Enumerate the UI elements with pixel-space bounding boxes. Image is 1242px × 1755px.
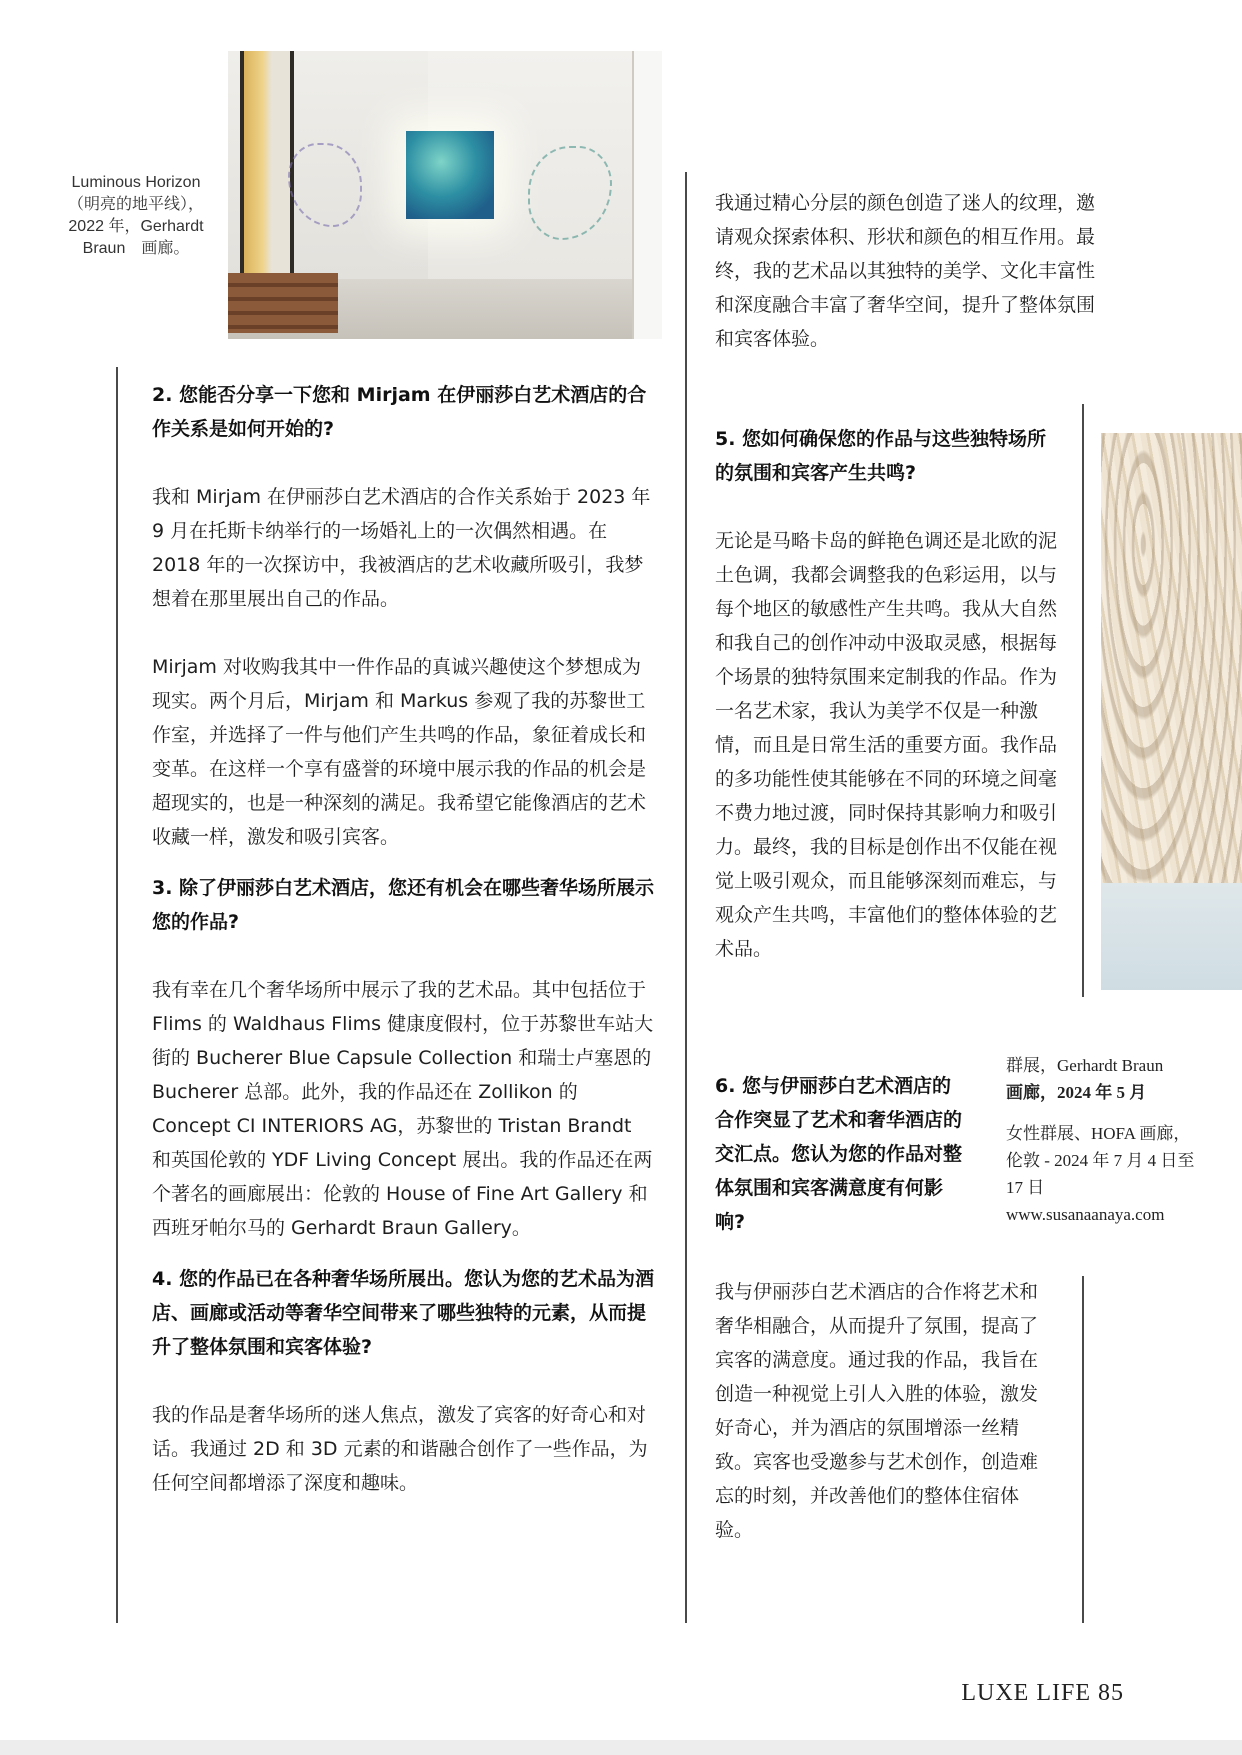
answer-3: 我有幸在几个奢华场所中展示了我的艺术品。其中包括位于 Flims 的 Waldhaus Flims 健康度假村，位于苏黎世车站大街的 Bucherer Blue Capsule Collection 和瑞士卢塞恩的 Bucherer 总部。此外，我的作品还在 Zollikon 的 Concept CI INTERIORS AG，苏黎世的 Tristan Brandt 和英国伦敦的 YDF Living Concept 展出。我的作品还在两个著名的画廊展出：伦敦的 House of Fine Art Gallery 和西班牙帕尔马的 Gerhardt Braun Gallery。 [152,979,654,1239]
column-rule-right-bottom [1082,1276,1084,1623]
left-column [152,378,656,1500]
page-number: 85 [1098,1680,1124,1706]
answer-4: 我的作品是奢华场所的迷人焦点，激发了宾客的好奇心和对话。我通过 2D 和 3D 元素的和谐融合创作了一些作品，为任何空间都增添了深度和趣味。 [152,1404,648,1494]
answer-2-paragraph-1: 我和 Mirjam 在伊丽莎白艺术酒店的合作关系始于 2023 年 9 月在托斯卡纳举行的一场婚礼上的一次偶然相遇。在 2018 年的一次探访中，我被酒店的艺术收藏所吸引，我梦想着在那里展出自己的作品。 [152,486,651,610]
textured-artwork-photo [1101,433,1242,990]
question-3: 3. 除了伊丽莎白艺术酒店，您还有机会在哪些奢华场所展示您的作品? [152,877,655,933]
gallery-photo [228,51,662,339]
answer-6-block [715,1275,1055,1547]
right-column-middle [715,422,1065,966]
photo-mirror-frame [240,51,294,293]
side-caption-line-2: 画廊，2024 年 5 月 [1006,1083,1147,1102]
photo-texture-floor [1101,883,1242,990]
answer-2-paragraph-2: Mirjam 对收购我其中一件作品的真诚兴趣使这个梦想成为现实。两个月后，Mirjam 和 Markus 参观了我的苏黎世工作室，并选择了一件与他们产生共鸣的作品，象征着成长和变革。在这样一个享有盛誉的环境中展示我的作品的机会是超现实的，也是一种深刻的满足。我希望它能像酒店的艺术收藏一样，激发和吸引宾客。 [152,656,647,848]
column-rule-right-top [1082,404,1084,997]
question-2: 2. 您能否分享一下您和 Mirjam 在伊丽莎白艺术酒店的合作关系是如何开始的? [152,384,647,440]
question-6-block [715,1069,965,1239]
side-caption-line-1: 群展，Gerhardt Braun [1006,1056,1164,1075]
photo-artwork-blue [406,131,494,219]
question-5: 5. 您如何确保您的作品与这些独特场所的氛围和宾客产生共鸣? [715,428,1047,484]
right-column-top [715,186,1095,356]
side-caption [1006,1052,1206,1228]
photo-pillar [632,51,662,339]
side-caption-line-4: www.susanaanaya.com [1006,1205,1165,1224]
photo-stairs [228,273,338,333]
bottom-bar [0,1740,1242,1755]
answer-5: 无论是马略卡岛的鲜艳色调还是北欧的泥土色调，我都会调整我的色彩运用，以与每个地区的敏感性产生共鸣。我从大自然和我自己的创作冲动中汲取灵感，根据每个场景的独特氛围来定制我的作品。作为一名艺术家，我认为美学不仅是一种激情，而且是日常生活的重要方面。我作品的多功能性使其能够在不同的环境之间毫不费力地过渡，同时保持其影响力和吸引力。最终，我的目标是创作出不仅能在视觉上吸引观众，而且能够深刻而难忘，与观众产生共鸣，丰富他们的整体体验的艺术品。 [715,530,1058,960]
page-footer [961,1680,1124,1707]
column-rule-left [116,367,118,1623]
side-caption-line-3: 女性群展、HOFA 画廊，伦敦 - 2024 年 7 月 4 日至 17 日 [1006,1124,1195,1197]
photo-caption-top: Luminous Horizon（明亮的地平线），2022 年，Gerhardt Braun 画廊。 [67,174,204,257]
magazine-name: LUXE LIFE [961,1680,1091,1706]
column-rule-middle [685,172,687,1623]
question-6: 6. 您与伊丽莎白艺术酒店的合作突显了艺术和奢华酒店的交汇点。您认为您的作品对整体氛围和宾客满意度有何影响? [715,1075,963,1233]
answer-4-continued: 我通过精心分层的颜色创造了迷人的纹理，邀请观众探索体积、形状和颜色的相互作用。最终，我的艺术品以其独特的美学、文化丰富性和深度融合丰富了奢华空间，提升了整体氛围和宾客体验。 [715,192,1096,350]
answer-6: 我与伊丽莎白艺术酒店的合作将艺术和奢华相融合，从而提升了氛围，提高了宾客的满意度。通过我的作品，我旨在创造一种视觉上引人入胜的体验，激发好奇心，并为酒店的氛围增添一丝精致。宾客也受邀参与艺术创作，创造难忘的时刻，并改善他们的整体住宿体验。 [715,1281,1039,1541]
question-4: 4. 您的作品已在各种奢华场所展出。您认为您的艺术品为酒店、画廊或活动等奢华空间带来了哪些独特的元素，从而提升了整体氛围和宾客体验? [152,1268,655,1358]
